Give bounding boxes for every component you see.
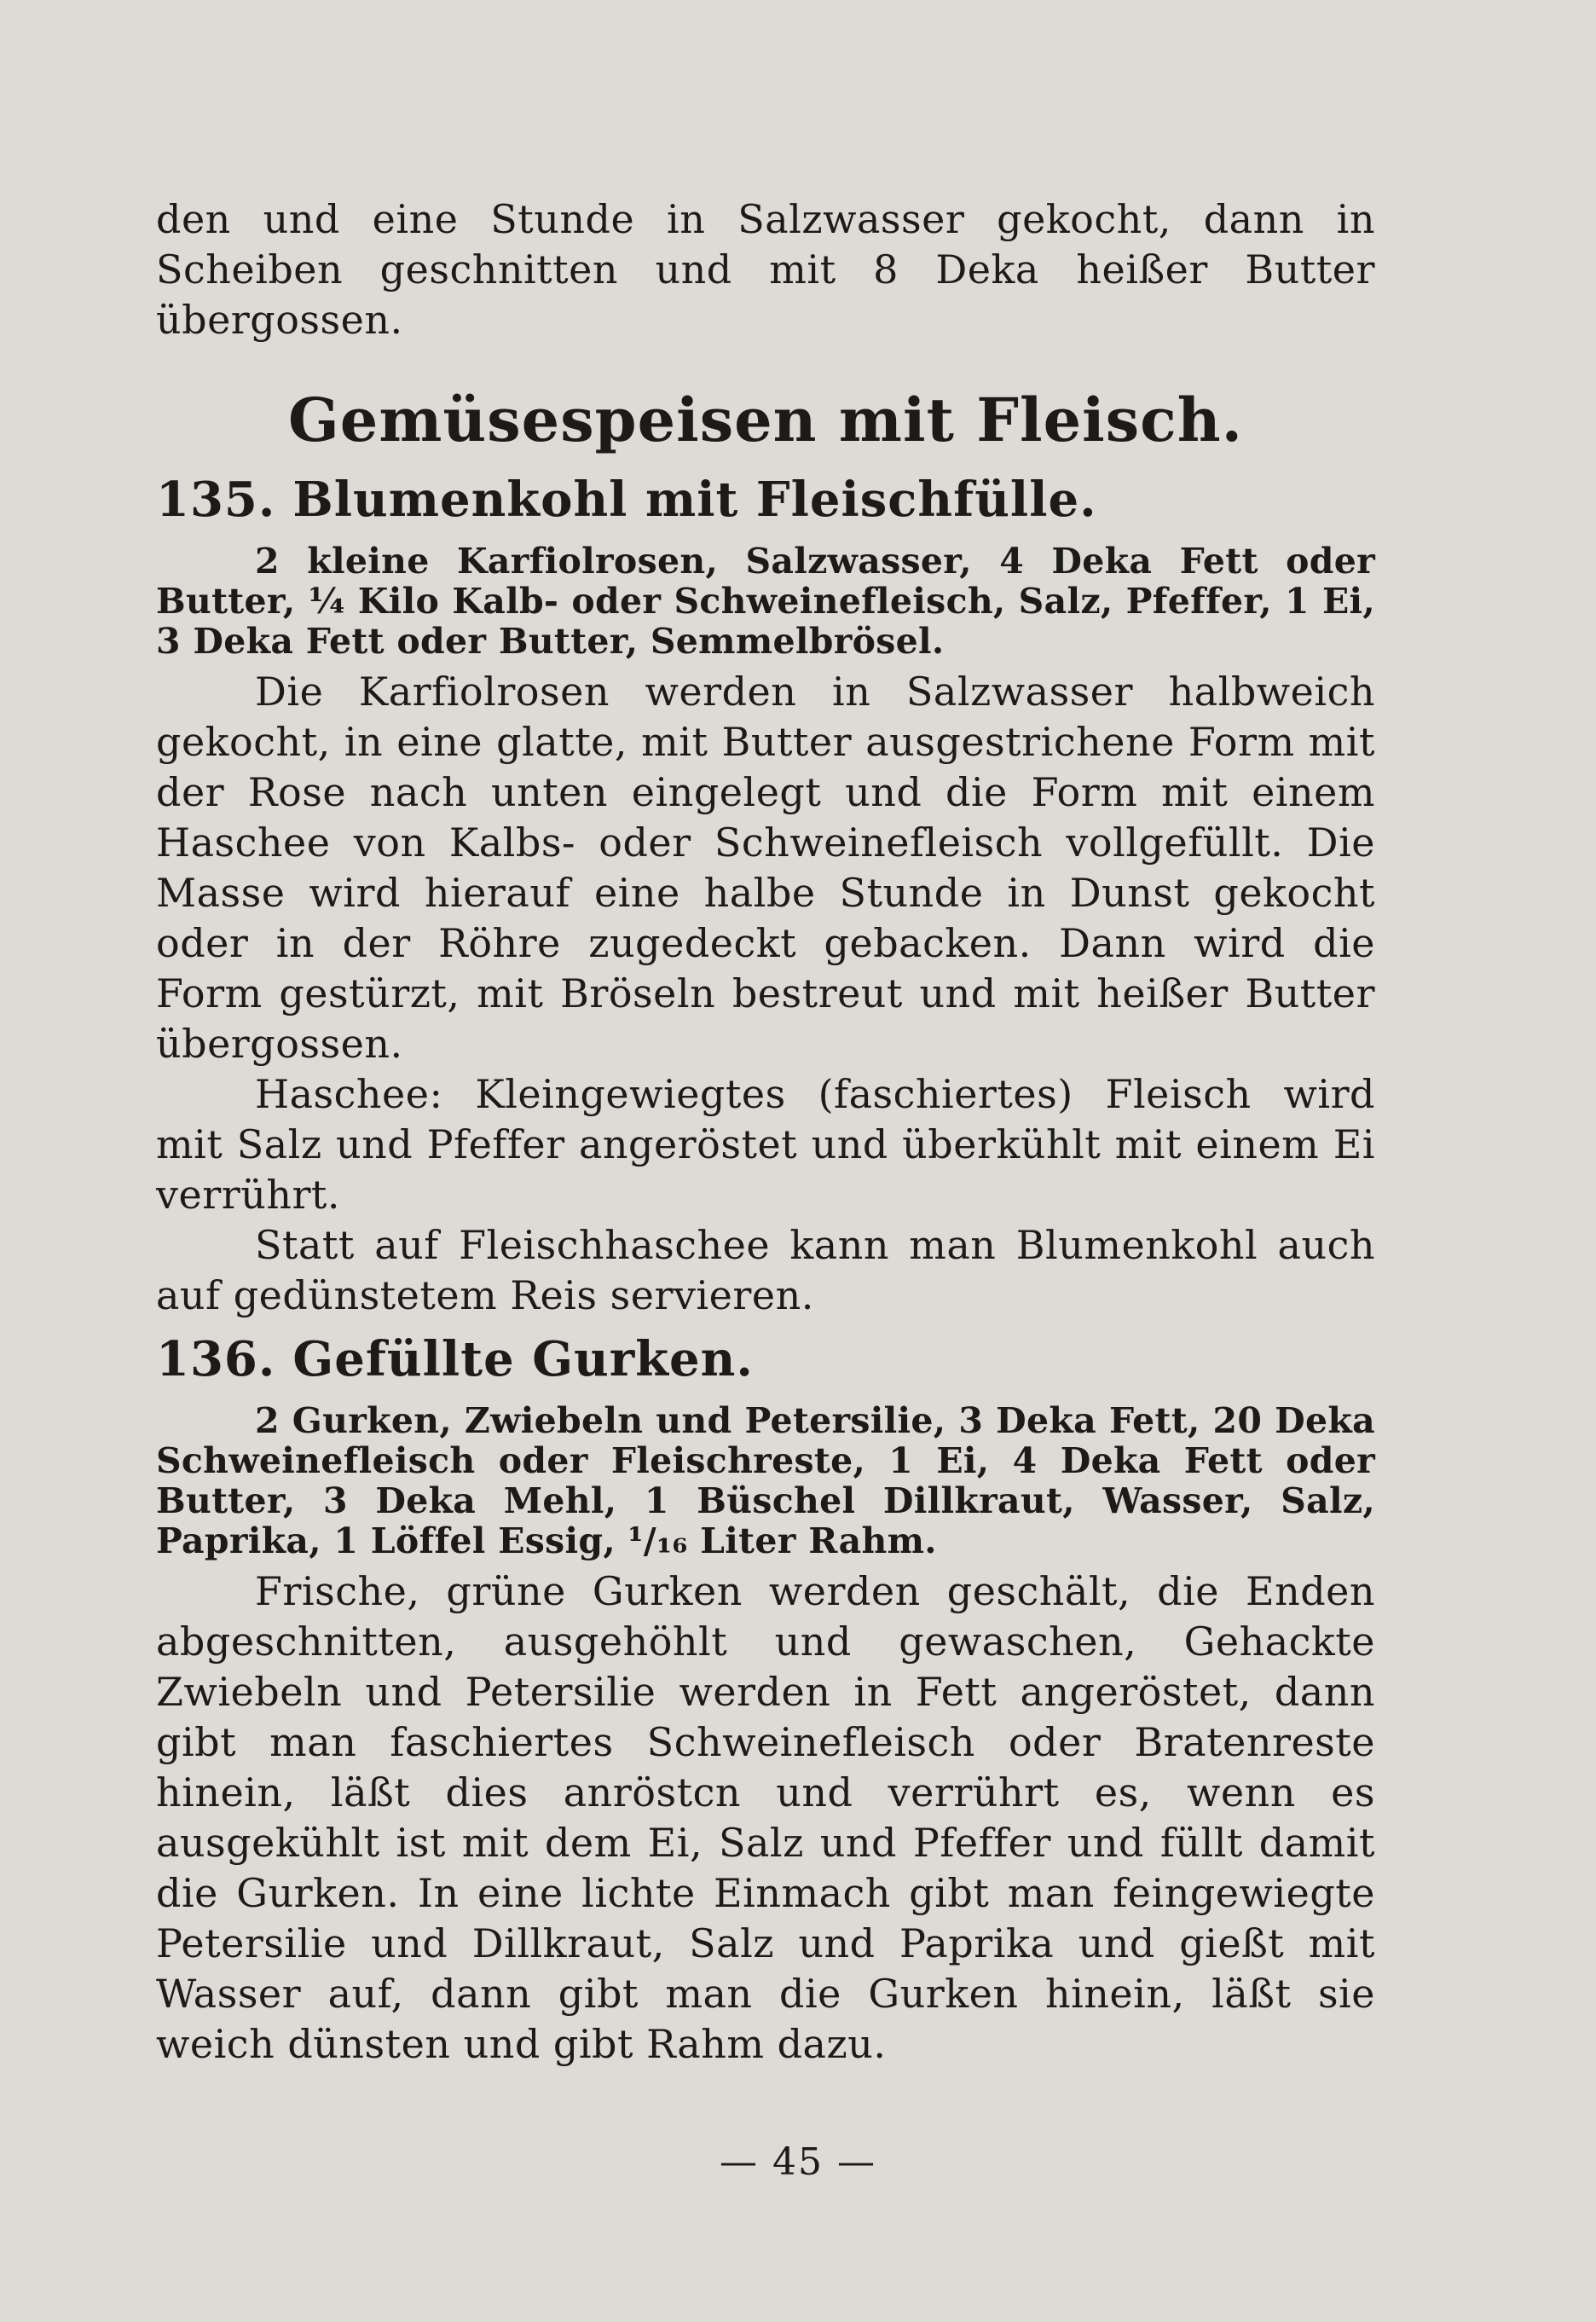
intro-paragraph: den und eine Stunde in Salzwasser gekocht, dann in Scheiben geschnitten und mit 8 Deka heißer Butter übergossen. [156,196,1375,343]
instruction-paragraph: Frische, grüne Gurken werden geschält, die Enden abgeschnitten, ausgehöhlt und gewaschen, Gehackte Zwiebeln und Petersilie werden in Fett angeröstet, dann gibt man faschiertes Schweinefleisch oder Bratenreste hinein, läßt dies anröstcn und verrührt es, wenn es ausgekühlt ist mit dem Ei, Salz und Pfeffer und füllt damit die Gurken. In eine lichte Einmach gibt man feingewiegte Petersilie und Dillkraut, Salz und Paprika und gießt mit Wasser auf, dann gibt man die Gurken hinein, läßt sie weich dünsten und gibt Rahm dazu. [156,1568,1375,2067]
recipe-title [156,1329,1375,1389]
recipe-number: 135. [156,472,276,528]
recipe-number: 136. [156,1331,276,1387]
instruction-paragraph: Die Karfiolrosen werden in Salzwasser halbweich gekocht, in eine glatte, mit Butter ausgestrichene Form mit der Rose nach unten eingelegt und die Form mit einem Haschee von Kalbs- oder Schweinefleisch vollgefüllt. Die Masse wird hierauf eine halbe Stunde in Dunst gekocht oder in der Röhre zugedeckt gebacken. Dann wird die Form gestürzt, mit Bröseln bestreut und mit heißer Butter übergossen. [156,669,1375,1067]
recipe-136 [156,1329,1375,2070]
haschee-paragraph: Haschee: Kleingewiegtes (faschiertes) Fleisch wird mit Salz und Pfeffer angeröstet und überkühlt mit einem Ei verrührt. [156,1071,1375,1218]
section-title: Gemüsespeisen mit Fleisch. [288,385,1243,455]
page-number: — 45 — [720,2140,876,2184]
recipe-135 [156,470,1375,1321]
ingredients-list: 2 kleine Karfiolrosen, Salzwasser, 4 Deka Fett oder Butter, ¼ Kilo Kalb- oder Schweinefleisch, Salz, Pfeffer, 1 Ei, 3 Deka Fett oder Butter, Semmelbrösel. [156,541,1375,662]
recipe-title [156,470,1375,530]
page-content [156,194,1375,2070]
recipe-name: Gefüllte Gurken. [292,1331,754,1387]
recipe-name: Blumenkohl mit Fleischfülle. [292,472,1097,528]
ingredients-list: 2 Gurken, Zwiebeln und Petersilie, 3 Deka Fett, 20 Deka Schweinefleisch oder Fleischreste, 1 Ei, 4 Deka Fett oder Butter, 3 Deka Mehl, 1 Büschel Dillkraut, Wasser, Salz, Paprika, 1 Löffel Essig, ¹/₁₆ Liter Rahm. [156,1400,1375,1561]
serving-note-paragraph: Statt auf Fleischhaschee kann man Blumenkohl auch auf gedünstetem Reis servieren. [156,1222,1375,1318]
